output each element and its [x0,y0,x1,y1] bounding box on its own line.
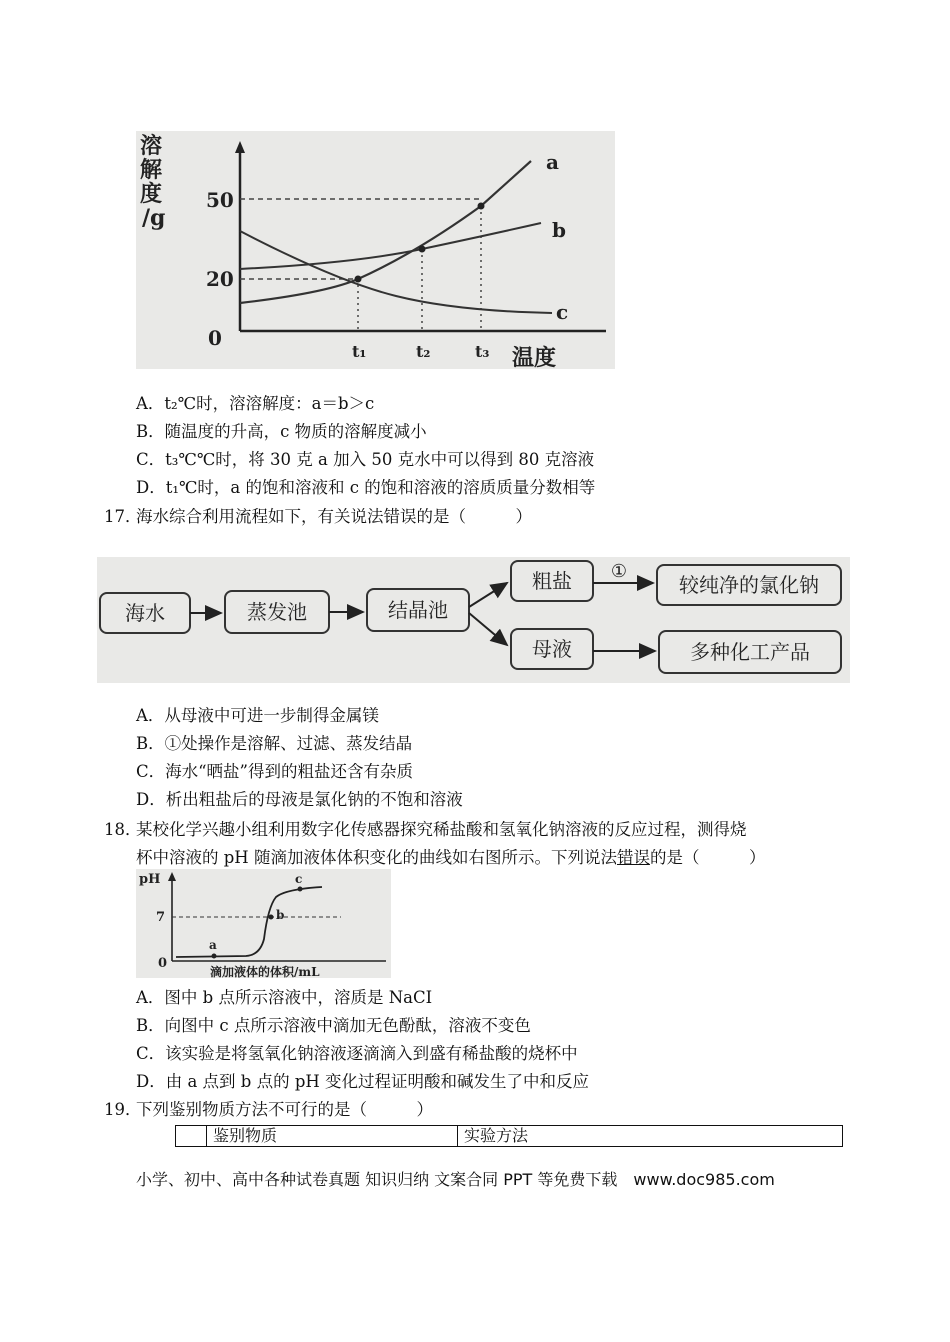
q16-option-c: C．t₃℃℃时，将 30 克 a 加入 50 克水中可以得到 80 克溶液 [136,450,595,469]
ph-curve-figure [136,869,391,978]
q19-text: 下列鉴别物质方法不可行的是（ ） [136,1100,433,1119]
q16-option-b: B．随温度的升高，c 物质的溶解度减小 [136,422,427,441]
q17-option-b: B．①处操作是溶解、过滤、蒸发结晶 [136,734,413,753]
label-evaporation: 蒸发池 [247,600,307,624]
y-axis-arrow [235,141,245,153]
ph-point-b [269,915,274,920]
y-label-unit: /g [142,205,166,231]
y-tick-50: 50 [206,188,234,212]
q18-text-2b: 的是（ ） [649,848,766,867]
curve-c [240,231,552,313]
q19-number: 19． [104,1100,142,1119]
q17-stem [104,504,532,530]
curve-label-c: c [556,300,569,324]
q18-text-2a: 杯中溶液的 pH 随滴加液体体积变化的曲线如右图所示。下列说法 [136,848,617,867]
point-t2 [419,246,426,253]
q17-option-a: A．从母液中可进一步制得金属镁 [136,706,379,725]
solubility-figure [136,131,615,369]
ph-y-label: pH [139,872,161,887]
q18-stem-line1 [104,817,747,843]
q17-number: 17． [104,507,142,526]
ph-point-c [298,887,303,892]
q17-option-d: D．析出粗盐后的母液是氯化钠的不饱和溶液 [136,790,463,809]
ph-x-label: 滴加液体的体积/mL [210,965,320,978]
label-pure-nacl: 较纯净的氯化钠 [679,573,819,597]
ph-label-a: a [209,938,217,952]
y-label-char-1: 溶 [140,133,163,159]
ph-curve [176,887,322,957]
x-tick-t3: t₃ [475,342,490,361]
y-tick-20: 20 [206,267,234,291]
table-header-substance: 鉴别物质 [207,1126,458,1147]
footer-text: 小学、初中、高中各种试卷真题 知识归纳 文案合同 PPT 等免费下载 www.doc985.com [136,1170,775,1189]
curve-a [240,161,531,303]
q18-option-d: D．由 a 点到 b 点的 pH 变化过程证明酸和碱发生了中和反应 [136,1072,590,1091]
point-t3 [478,203,485,210]
q18-option-c: C．该实验是将氢氧化钠溶液逐滴滴入到盛有稀盐酸的烧杯中 [136,1044,578,1063]
q17-text: 海水综合利用流程如下，有关说法错误的是（ ） [136,507,532,526]
q18-text-1: 某校化学兴趣小组利用数字化传感器探究稀盐酸和氢氧化钠溶液的反应过程，测得烧 [136,820,747,839]
q18-number: 18． [104,820,142,839]
x-tick-t2: t₂ [416,342,431,361]
q17-option-c: C．海水“晒盐”得到的粗盐还含有杂质 [136,762,413,781]
arrow-3 [469,583,507,607]
q19-table [175,1125,843,1147]
q19-stem [104,1097,433,1123]
table-row [176,1126,843,1147]
label-seawater: 海水 [125,601,165,625]
table-header-method: 实验方法 [458,1126,843,1147]
curve-label-b: b [552,218,566,242]
table-header-blank [176,1126,207,1147]
y-label-char-3: 度 [140,181,163,207]
label-crude-salt: 粗盐 [532,569,572,593]
seawater-flow-figure [97,557,850,683]
q16-option-a: A．t₂℃时，溶溶解度：a＝b＞c [136,394,375,413]
q18-option-b: B．向图中 c 点所示溶液中滴加无色酚酞，溶液不变色 [136,1016,531,1035]
q18-text-2-emph: 错误 [616,848,650,867]
ph-label-c: c [295,872,303,886]
arrow-4 [469,613,507,645]
ph-tick-0: 0 [158,956,168,971]
label-crystallization: 结晶池 [388,598,448,622]
q18-stem-line2 [136,845,765,871]
y-tick-0: 0 [208,326,222,350]
label-chem-products: 多种化工产品 [690,640,810,664]
x-axis-label: 温度 [512,345,557,369]
ph-point-a [212,954,217,959]
y-label-char-2: 解 [140,157,163,183]
step-marker: ① [610,561,628,582]
q18-option-a: A．图中 b 点所示溶液中，溶质是 NaCI [136,988,433,1007]
ph-label-b: b [276,908,285,922]
q16-option-d: D．t₁℃时，a 的饱和溶液和 c 的饱和溶液的溶质质量分数相等 [136,478,596,497]
ph-tick-7: 7 [156,910,166,925]
label-mother-liquor: 母液 [532,637,572,661]
x-tick-t1: t₁ [352,342,367,361]
point-t1 [355,276,362,283]
curve-label-a: a [546,150,559,174]
ph-y-arrow [168,872,176,881]
